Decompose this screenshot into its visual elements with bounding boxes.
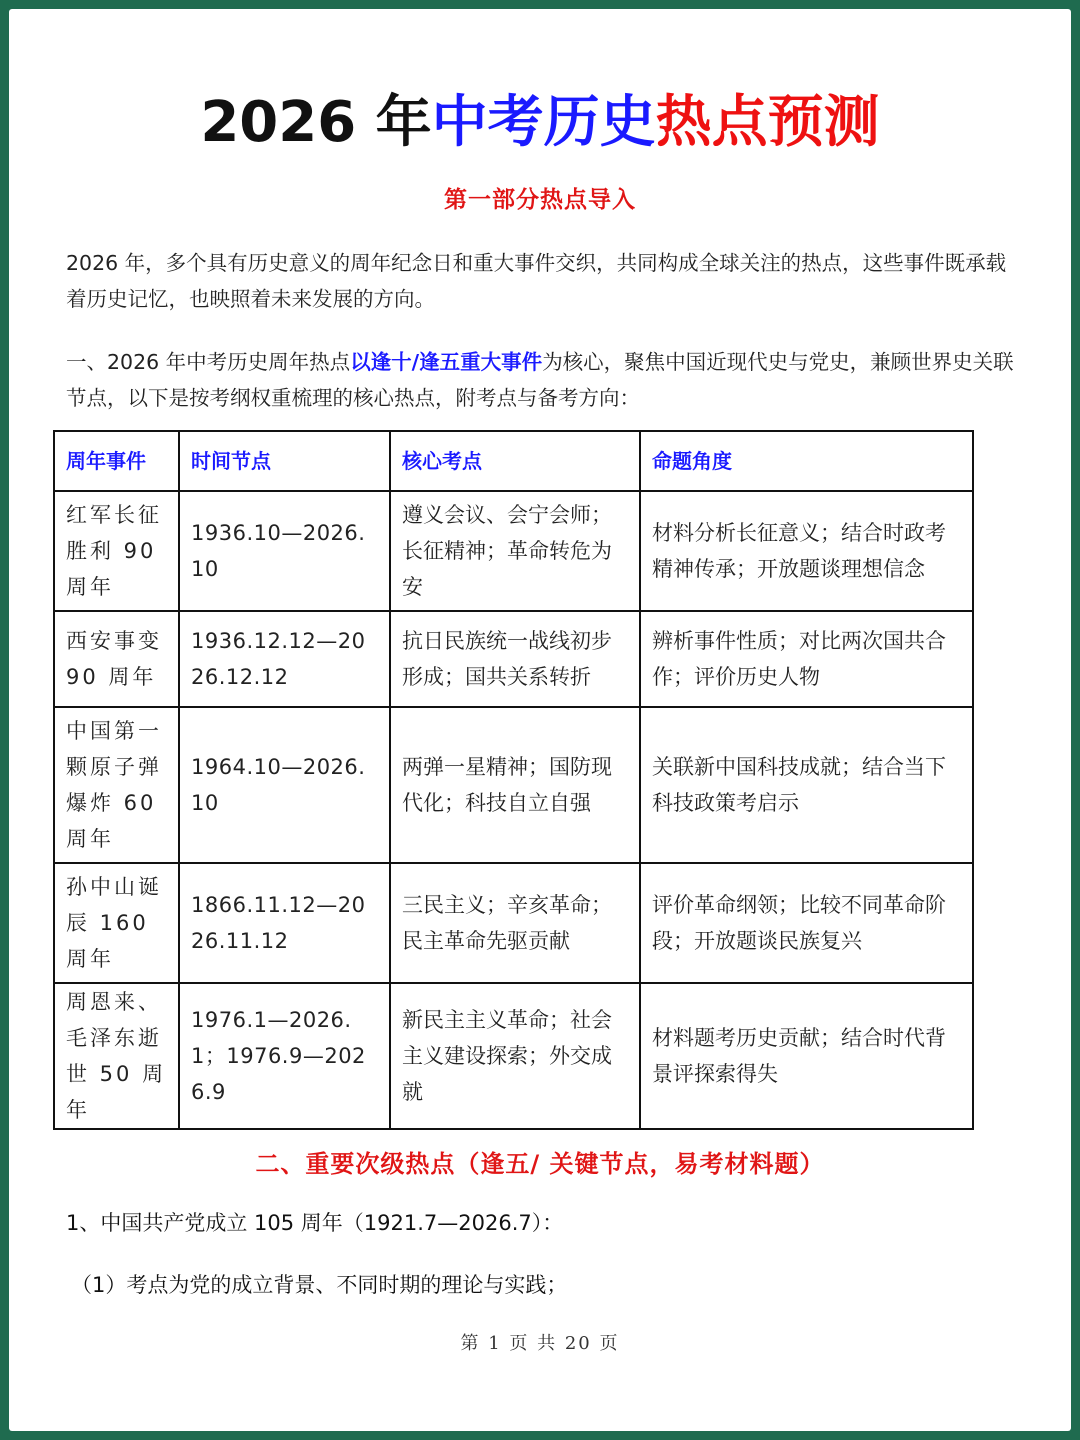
- cell-points: 两弹一星精神；国防现代化；科技自立自强: [390, 707, 640, 863]
- cell-angle: 关联新中国科技成就；结合当下科技政策考启示: [640, 707, 973, 863]
- header-points: 核心考点: [390, 431, 640, 491]
- cell-event: 周恩来、毛泽东逝世 50 周年: [54, 983, 179, 1129]
- item-1: 1、中国共产党成立 105 周年（1921.7—2026.7）：: [66, 1211, 564, 1235]
- intro-paragraph: 2026 年，多个具有历史意义的周年纪念日和重大事件交织，共同构成全球关注的热点，这些事件既承载着历史记忆，也映照着未来发展的方向。: [66, 251, 1007, 311]
- page-title: [9, 91, 1071, 155]
- table-row: [54, 983, 973, 1129]
- table-row: [54, 491, 973, 611]
- cell-angle: 辨析事件性质；对比两次国共合作；评价历史人物: [640, 611, 973, 707]
- section1-paragraph: [66, 344, 1021, 416]
- cell-event: 中国第一颗原子弹爆炸 60 周年: [54, 707, 179, 863]
- section1-suffix: 为核心，聚焦中国近现代史与党史，兼顾世界史关联节点，以下是按考纲权重梳理的核心热点，附考点与备考方向：: [66, 350, 1014, 410]
- table-row: [54, 707, 973, 863]
- document-page: [9, 9, 1071, 1431]
- section-subtitle: 第一部分热点导入: [444, 187, 636, 213]
- item-1-sub: （1）考点为党的成立背景、不同时期的理论与实践；: [71, 1273, 568, 1297]
- table-header-row: [54, 431, 973, 491]
- cell-angle: 材料分析长征意义；结合时政考精神传承；开放题谈理想信念: [640, 491, 973, 611]
- title-subject: 中考历史: [431, 90, 656, 155]
- cell-event: 孙中山诞辰 160 周年: [54, 863, 179, 983]
- title-topic: 热点预测: [655, 90, 880, 155]
- header-angle: 命题角度: [640, 431, 973, 491]
- cell-points: 三民主义；辛亥革命；民主革命先驱贡献: [390, 863, 640, 983]
- header-time: 时间节点: [179, 431, 390, 491]
- cell-time: 1936.10—2026.10: [179, 491, 390, 611]
- cell-points: 抗日民族统一战线初步形成；国共关系转折: [390, 611, 640, 707]
- section2-heading: 二、重要次级热点（逢五/ 关键节点，易考材料题）: [255, 1150, 825, 1178]
- cell-points: 新民主主义革命；社会主义建设探索；外交成就: [390, 983, 640, 1129]
- title-year: 2026 年: [200, 90, 432, 155]
- cell-points: 遵义会议、会宁会师；长征精神；革命转危为安: [390, 491, 640, 611]
- hotspot-table: [53, 430, 974, 1130]
- section1-highlight: 以逢十/逢五重大事件: [350, 350, 543, 374]
- cell-time: 1936.12.12—2026.12.12: [179, 611, 390, 707]
- section1-prefix: 一、2026 年中考历史周年热点: [66, 350, 351, 374]
- table-row: [54, 863, 973, 983]
- cell-angle: 评价革命纲领；比较不同革命阶段；开放题谈民族复兴: [640, 863, 973, 983]
- cell-time: 1976.1—2026.1；1976.9—2026.9: [179, 983, 390, 1129]
- cell-event: 西安事变 90 周年: [54, 611, 179, 707]
- header-event: 周年事件: [54, 431, 179, 491]
- cell-time: 1964.10—2026.10: [179, 707, 390, 863]
- cell-event: 红军长征胜利 90 周年: [54, 491, 179, 611]
- page-footer: 第 1 页 共 20 页: [460, 1333, 620, 1354]
- table-row: [54, 611, 973, 707]
- cell-time: 1866.11.12—2026.11.12: [179, 863, 390, 983]
- cell-angle: 材料题考历史贡献；结合时代背景评探索得失: [640, 983, 973, 1129]
